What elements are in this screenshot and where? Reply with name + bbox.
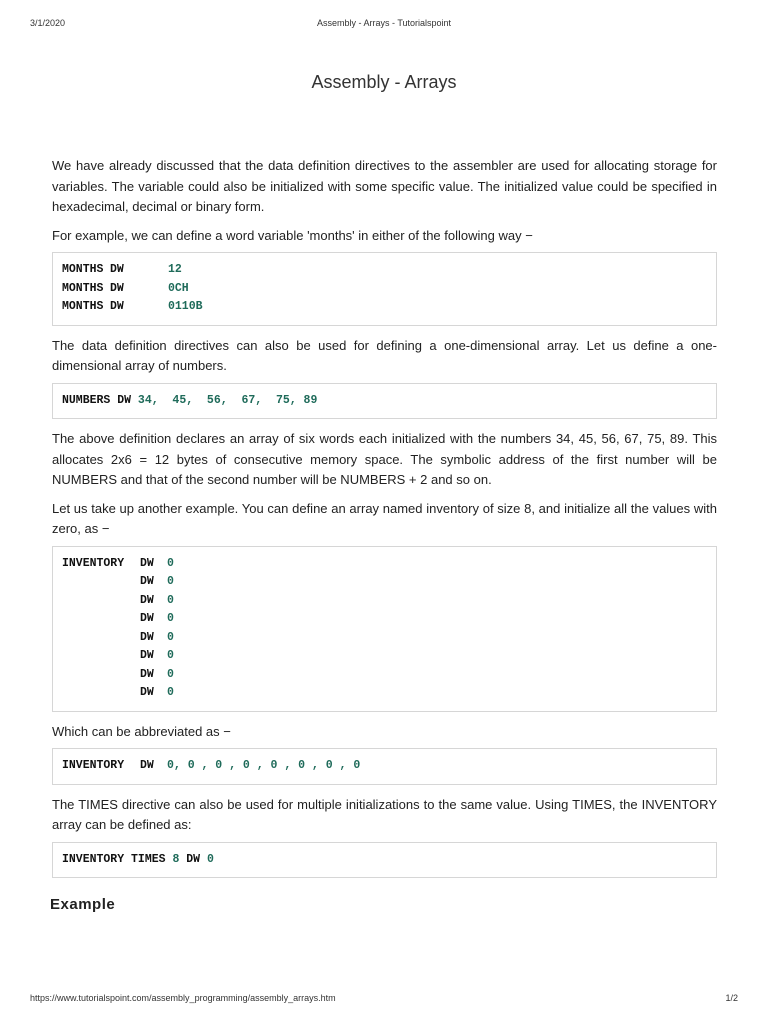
code-label <box>62 666 140 685</box>
code-value: 0 <box>167 649 174 662</box>
code-line <box>62 666 707 685</box>
code-directive: DW <box>110 263 124 276</box>
code-value: 0 <box>206 852 214 866</box>
print-date: 3/1/2020 <box>30 18 66 28</box>
code-label <box>62 684 140 703</box>
code-line <box>62 684 707 703</box>
code-label: MONTHS <box>62 281 104 295</box>
code-label <box>62 573 140 592</box>
code-directive: DW <box>140 556 154 570</box>
code-line <box>62 629 707 648</box>
code-label: NUMBERS DW <box>62 393 132 407</box>
code-directive: DW <box>140 667 154 681</box>
print-footer <box>30 993 738 1007</box>
code-directive: DW <box>140 759 154 772</box>
code-value: 0 <box>167 556 174 570</box>
paragraph-intro: We have already discussed that the data definition directives to the assembler are used for allocating storage for variables. The variable could also be initialized with some specific value. The initialized value could be specified in hexadecimal, decimal or binary form. <box>52 158 717 214</box>
paragraph-abbreviated: Which can be abbreviated as − <box>52 723 231 739</box>
code-block-abbreviated <box>52 748 717 785</box>
code-block-months <box>52 252 717 326</box>
code-block-times <box>52 842 717 879</box>
code-value: 0 <box>167 686 174 699</box>
code-value: 0 <box>167 667 174 681</box>
code-value: 34, 45, 56, 67, 75, 89 <box>137 393 318 407</box>
code-line <box>62 647 707 666</box>
code-label: MONTHS <box>62 300 104 313</box>
code-directive: DW <box>140 686 154 699</box>
code-label: MONTHS <box>62 263 104 276</box>
code-directive: DW <box>140 649 154 662</box>
code-directive: DW <box>140 593 154 607</box>
code-directive: DW <box>140 575 154 588</box>
paragraph-months-example: For example, we can define a word variable 'months' in either of the following way − <box>52 227 533 243</box>
print-header <box>30 18 738 32</box>
code-directive: DW <box>110 281 124 295</box>
code-line <box>62 261 707 280</box>
code-value: 12 <box>168 263 182 276</box>
code-line <box>62 851 707 870</box>
code-value: 0 <box>167 612 174 625</box>
code-label <box>62 629 140 648</box>
code-label: INVENTORY TIMES <box>62 852 166 866</box>
code-value: 0 <box>167 630 174 644</box>
code-line <box>62 573 707 592</box>
paragraph-one-dim-array: The data definition directives can also be used for defining a one-dimensional array. Let us define a one-dimensional array of numbers. <box>52 337 717 373</box>
code-value: 0110B <box>168 300 203 313</box>
print-url: https://www.tutorialspoint.com/assembly_programming/assembly_arrays.htm <box>30 993 336 1003</box>
paragraph-times-directive: The TIMES directive can also be used for multiple initializations to the same value. Using TIMES, the INVENTORY array can be defined as: <box>52 796 717 832</box>
example-heading: Example <box>50 896 116 913</box>
code-value: 0CH <box>168 281 189 295</box>
code-line <box>62 555 707 574</box>
code-line <box>62 592 707 611</box>
code-line <box>62 610 707 629</box>
code-block-numbers <box>52 383 717 420</box>
code-label: INVENTORY <box>62 556 125 570</box>
page-title: Assembly - Arrays <box>311 72 457 92</box>
code-count: 8 <box>172 852 180 866</box>
paragraph-inventory-example: Let us take up another example. You can define an array named inventory of size 8, and initialize all the values with zero, as − <box>52 500 717 536</box>
code-label <box>62 592 140 611</box>
code-block-inventory <box>52 546 717 712</box>
code-directive: DW <box>140 630 154 644</box>
code-directive: DW <box>186 852 201 866</box>
paragraph-array-explanation: The above definition declares an array of six words each initialized with the numbers 34, 45, 56, 67, 75, 89. This allocates 2x6 = 12 bytes of consecutive memory space. The symbolic address of the first number will be NUMBERS and that of the second number will be NUMBERS + 2 and so on. <box>52 431 717 487</box>
code-directive: DW <box>110 300 124 313</box>
code-label <box>62 647 140 666</box>
code-label: INVENTORY <box>62 759 125 772</box>
print-page-number: 1/2 <box>725 993 738 1003</box>
code-line <box>62 280 707 299</box>
code-line <box>62 298 707 317</box>
code-line <box>62 392 707 411</box>
code-value: 0, 0 , 0 , 0 , 0 , 0 , 0 , 0 <box>167 759 361 772</box>
code-value: 0 <box>167 593 174 607</box>
code-directive: DW <box>140 612 154 625</box>
article-content <box>52 156 717 913</box>
code-line <box>62 757 707 776</box>
code-value: 0 <box>167 575 174 588</box>
code-label <box>62 610 140 629</box>
print-doc-title: Assembly - Arrays - Tutorialspoint <box>316 18 452 28</box>
